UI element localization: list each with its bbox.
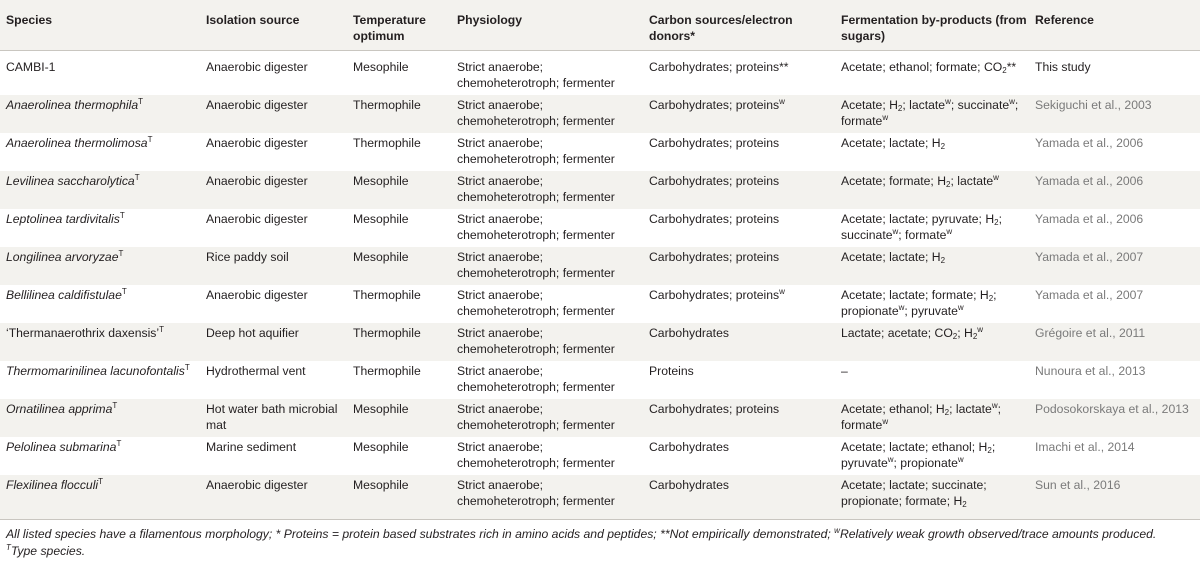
carbon-text: Carbohydrates <box>649 440 729 454</box>
species-cell <box>0 475 202 520</box>
byproducts-text: Acetate; formate; $H_2$; lactate$^w$ <box>841 173 999 189</box>
type-strain-mark: T <box>121 287 127 296</box>
reference-cell: Yamada et al., 2007 <box>1035 250 1144 264</box>
species-name: Levilinea saccharolytica <box>6 174 135 188</box>
carbon-sources-cell <box>645 51 837 96</box>
table-row <box>0 361 1200 399</box>
reference-cell: Yamada et al., 2006 <box>1035 136 1144 150</box>
species-cell <box>0 247 202 285</box>
species-name: Thermomarinilinea lacunofontalis <box>6 364 185 378</box>
reference-cell: This study <box>1035 60 1091 74</box>
temperature-cell: Mesophile <box>353 60 409 74</box>
physiology-cell: Strict anaerobe; chemoheterotroph; fermenter <box>457 250 615 280</box>
col-header-carbon-sources: Carbon sources/electron donors* <box>645 0 837 51</box>
physiology-cell: Strict anaerobe; chemoheterotroph; fermenter <box>457 98 615 128</box>
isolation-source-cell: Hydrothermal vent <box>206 364 306 378</box>
isolation-source-cell: Anaerobic digester <box>206 174 308 188</box>
temperature-cell: Thermophile <box>353 98 421 112</box>
species-cell <box>0 437 202 475</box>
fermentation-cell <box>837 437 1031 475</box>
species-name: CAMBI-1 <box>6 60 56 74</box>
physiology-cell: Strict anaerobe; chemoheterotroph; fermenter <box>457 440 615 470</box>
temperature-cell: Thermophile <box>353 364 421 378</box>
col-header-temperature: Temperature optimum <box>349 0 453 51</box>
carbon-sources-cell <box>645 285 837 323</box>
carbon-sources-cell <box>645 361 837 399</box>
isolation-source-cell: Anaerobic digester <box>202 475 349 520</box>
carbon-sources-cell <box>645 171 837 209</box>
fermentation-cell <box>837 209 1031 247</box>
species-cell <box>0 133 202 171</box>
carbon-sources-cell <box>645 209 837 247</box>
byproducts-text: Acetate; lactate; $H_2$ <box>841 136 946 151</box>
type-strain-mark: T <box>116 439 122 448</box>
byproducts-text: Acetate; ethanol; formate; $CO_2**$ <box>841 60 1017 75</box>
byproducts-text: Acetate; lactate; $H_2$ <box>841 250 946 265</box>
fermentation-cell <box>837 51 1031 96</box>
isolation-source-cell: Anaerobic digester <box>206 60 308 74</box>
fermentation-cell <box>837 323 1031 361</box>
physiology-cell: Strict anaerobe; chemoheterotroph; fermenter <box>457 364 615 394</box>
isolation-source-cell: Anaerobic digester <box>206 136 308 150</box>
species-name: Anaerolinea thermophila <box>6 98 139 112</box>
fermentation-cell <box>837 171 1031 209</box>
carbon-sources-cell <box>645 399 837 437</box>
table-row <box>0 323 1200 361</box>
fermentation-cell <box>837 399 1031 437</box>
type-strain-mark: T <box>118 249 124 258</box>
physiology-cell: Strict anaerobe; chemoheterotroph; fermenter <box>457 326 615 356</box>
col-header-reference: Reference <box>1031 0 1200 51</box>
table-row <box>0 171 1200 209</box>
species-cell <box>0 171 202 209</box>
species-name: Anaerolinea thermolimosa <box>6 136 148 150</box>
carbon-text: Carbohydrates; proteins <box>649 212 780 226</box>
temperature-cell: Mesophile <box>353 212 409 226</box>
carbon-sources-cell <box>645 95 837 133</box>
isolation-source-cell: Anaerobic digester <box>206 212 308 226</box>
fermentation-cell <box>837 285 1031 323</box>
reference-cell: Grégoire et al., 2011 <box>1035 326 1146 340</box>
physiology-cell: Strict anaerobe; chemoheterotroph; fermenter <box>457 174 615 204</box>
carbon-text: Carbohydrates; proteins$^w$ <box>649 287 785 302</box>
table-row <box>0 51 1200 96</box>
table-row <box>0 247 1200 285</box>
species-name: Bellilinea caldifistulae <box>6 288 122 302</box>
carbon-sources-cell <box>645 437 837 475</box>
physiology-cell: Strict anaerobe; chemoheterotroph; fermenter <box>457 136 615 166</box>
reference-cell: Podosokorskaya et al., 2013 <box>1035 402 1189 416</box>
species-name: Flexilinea flocculi <box>6 478 99 492</box>
physiology-cell: Strict anaerobe; chemoheterotroph; fermenter <box>457 60 615 90</box>
physiology-cell: Strict anaerobe; chemoheterotroph; fermenter <box>457 212 615 242</box>
carbon-text: Carbohydrates; proteins <box>649 174 780 188</box>
byproducts-text: Acetate; $H_2$; lactate$^w$; succinate$^w$; formate$^w$ <box>841 97 1019 128</box>
col-header-species: Species <box>0 0 202 51</box>
species-name: Longilinea arvoryzae <box>6 250 119 264</box>
type-strain-mark: T <box>119 211 125 220</box>
reference-cell: Sun et al., 2016 <box>1031 475 1200 520</box>
table-row <box>0 437 1200 475</box>
species-cell <box>0 51 202 96</box>
fermentation-cell <box>837 475 1031 520</box>
carbon-text: Carbohydrates <box>649 326 729 340</box>
byproducts-text: Acetate; lactate; succinate; propionate; formate; $H_2$ <box>841 478 987 509</box>
table-row <box>0 475 1200 520</box>
reference-cell: Nunoura et al., 2013 <box>1035 364 1146 378</box>
species-cell <box>0 361 202 399</box>
reference-cell: Yamada et al., 2006 <box>1035 174 1144 188</box>
col-header-physiology: Physiology <box>453 0 645 51</box>
isolation-source-cell: Hot water bath microbial mat <box>206 402 338 432</box>
table-row <box>0 209 1200 247</box>
species-name: ‘Thermanaerothrix daxensis’ <box>6 326 160 340</box>
species-cell <box>0 209 202 247</box>
carbon-sources-cell <box>645 475 837 520</box>
isolation-source-cell: Rice paddy soil <box>206 250 289 264</box>
reference-cell: Yamada et al., 2007 <box>1035 288 1144 302</box>
reference-cell: Sekiguchi et al., 2003 <box>1035 98 1152 112</box>
species-cell <box>0 95 202 133</box>
carbon-text: Carbohydrates; proteins <box>649 402 780 416</box>
temperature-cell: Mesophile <box>349 475 453 520</box>
fermentation-cell <box>837 361 1031 399</box>
byproducts-text: Lactate; acetate; $CO_2$; $H_2^w$ <box>841 325 984 341</box>
species-name: Leptolinea tardivitalis <box>6 212 120 226</box>
reference-cell: Imachi et al., 2014 <box>1035 440 1135 454</box>
type-strain-mark: T <box>112 401 118 410</box>
table-row <box>0 133 1200 171</box>
type-strain-mark: T <box>147 135 153 144</box>
byproducts-text: Acetate; lactate; ethanol; $H_2$; pyruvate$^w$; propionate$^w$ <box>841 440 996 470</box>
reference-cell: Yamada et al., 2006 <box>1035 212 1144 226</box>
table-footnote: All listed species have a filamentous morphology; * Proteins = protein based substrates rich in amino acids and peptides; **Not empirically demonstrated; $^w$Relatively weak growth observed/trace amounts produced. $^T$Type species. <box>6 526 1157 558</box>
physiology-cell: Strict anaerobe; chemoheterotroph; fermenter <box>457 288 615 318</box>
table-row <box>0 95 1200 133</box>
temperature-cell: Thermophile <box>353 326 421 340</box>
carbon-text: Proteins <box>649 364 694 378</box>
temperature-cell: Thermophile <box>353 288 421 302</box>
col-header-isolation-source: Isolation source <box>202 0 349 51</box>
table-row <box>0 399 1200 437</box>
byproducts-text: Acetate; lactate; pyruvate; $H_2$; succinate$^w$; formate$^w$ <box>841 212 1002 242</box>
table-row <box>0 285 1200 323</box>
carbon-text: Carbohydrates; proteins <box>649 136 780 150</box>
type-strain-mark: T <box>98 477 104 486</box>
species-cell <box>0 399 202 437</box>
type-strain-mark: T <box>159 325 164 334</box>
byproducts-text: Acetate; ethanol; $H_2$; lactate$^w$; formate$^w$ <box>841 401 1001 432</box>
carbon-sources-cell <box>645 247 837 285</box>
species-cell <box>0 285 202 323</box>
fermentation-cell <box>837 133 1031 171</box>
type-strain-mark: T <box>134 173 140 182</box>
temperature-cell: Mesophile <box>353 250 409 264</box>
carbon-sources-cell <box>645 323 837 361</box>
fermentation-cell <box>837 247 1031 285</box>
species-name: Ornatilinea apprima <box>6 402 113 416</box>
temperature-cell: Mesophile <box>353 440 409 454</box>
physiology-cell: Strict anaerobe; chemoheterotroph; fermenter <box>453 475 645 520</box>
byproducts-text: Acetate; lactate; formate; $H_2$; propionate$^w$; pyruvate$^w$ <box>841 288 997 318</box>
physiology-cell: Strict anaerobe; chemoheterotroph; fermenter <box>457 402 615 432</box>
header-row <box>0 0 1200 51</box>
col-header-fermentation: Fermentation by-products (from sugars) <box>837 0 1031 51</box>
species-name: Pelolinea submarina <box>6 440 117 454</box>
temperature-cell: Mesophile <box>353 402 409 416</box>
temperature-cell: Mesophile <box>353 174 409 188</box>
isolation-source-cell: Anaerobic digester <box>206 288 308 302</box>
fermentation-cell <box>837 95 1031 133</box>
temperature-cell: Thermophile <box>353 136 421 150</box>
type-strain-mark: T <box>138 97 144 106</box>
carbon-text: Carbohydrates; proteins$^w$ <box>649 97 785 112</box>
byproducts-text: – <box>841 364 848 378</box>
carbon-text: Carbohydrates <box>649 478 729 492</box>
isolation-source-cell: Deep hot aquifier <box>206 326 299 340</box>
carbon-sources-cell <box>645 133 837 171</box>
isolation-source-cell: Marine sediment <box>206 440 297 454</box>
carbon-text: Carbohydrates; proteins <box>649 250 780 264</box>
species-cell <box>0 323 202 361</box>
type-strain-mark: T <box>184 363 190 372</box>
carbon-text: Carbohydrates; proteins** <box>649 60 789 74</box>
isolation-source-cell: Anaerobic digester <box>206 98 308 112</box>
